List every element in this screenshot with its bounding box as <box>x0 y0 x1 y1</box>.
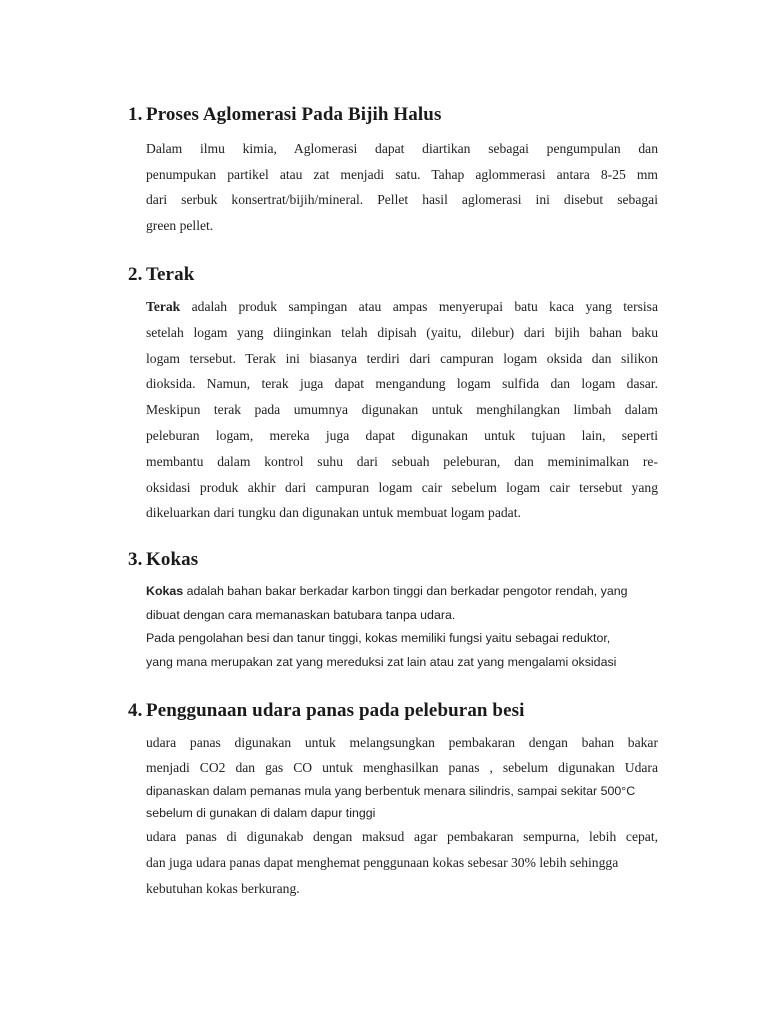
paragraph-text: adalah bahan bakar berkadar karbon tinggi dan berkadar pengotor rendah, yang <box>183 584 628 598</box>
paragraph-line: membantu dalam kontrol suhu dari sebuah peleburan, dan meminimalkan re- <box>146 453 658 469</box>
section-heading <box>128 700 525 722</box>
paragraph-line: dikeluarkan dari tungku dan digunakan untuk membuat logam padat. <box>146 505 521 521</box>
section-paragraph <box>146 580 658 674</box>
paragraph-line: dari serbuk konsertrat/bijih/mineral. Pellet hasil aglomerasi ini disebut sebagai <box>146 192 658 207</box>
section-heading <box>128 549 198 571</box>
paragraph-line: Meskipun terak pada umumnya digunakan untuk menghilangkan limbah dalam <box>146 402 658 418</box>
paragraph-line: peleburan logam, mereka juga dapat digunakan untuk tujuan lain, seperti <box>146 427 658 443</box>
paragraph-line: sebelum di gunakan di dalam dapur tinggi <box>146 806 376 820</box>
paragraph-line: Dalam ilmu kimia, Aglomerasi dapat diartikan sebagai pengumpulan dan <box>146 141 658 156</box>
paragraph-line: logam tersebut. Terak ini biasanya terdiri dari campuran logam oksida dan silikon <box>146 350 658 366</box>
term-bold: Terak <box>146 299 181 314</box>
paragraph-text: adalah produk sampingan atau ampas menyerupai batu kaca yang tersisa <box>180 299 658 314</box>
section-paragraph <box>146 136 658 238</box>
paragraph-line <box>146 294 658 320</box>
paragraph-line: dan juga udara panas dapat menghemat penggunaan kokas sebesar 30% lebih sehingga <box>146 855 619 870</box>
paragraph-line: Pada pengolahan besi dan tanur tinggi, kokas memiliki fungsi yaitu sebagai reduktor, <box>146 631 611 645</box>
paragraph-line: udara panas digunakan untuk melangsungkan pembakaran dengan bahan bakar <box>146 735 658 750</box>
section-title: Penggunaan udara panas pada peleburan besi <box>146 700 525 721</box>
paragraph-line <box>146 580 658 604</box>
paragraph-line: setelah logam yang diinginkan telah dipisah (yaitu, dilebur) dari bijih bahan baku <box>146 324 658 340</box>
paragraph-line: menjadi CO2 dan gas CO untuk menghasilkan panas , sebelum digunakan Udara <box>146 760 658 775</box>
paragraph-line: dibuat dengan cara memanaskan batubara tanpa udara. <box>146 607 456 622</box>
section-number: 1. <box>128 104 143 125</box>
paragraph-line: oksidasi produk akhir dari campuran logam cair sebelum logam cair tersebut yang <box>146 479 658 495</box>
paragraph-line: dipanaskan dalam pemanas mula yang berbentuk menara silindris, sampai sekitar 500°C <box>146 784 636 798</box>
term-bold: Kokas <box>146 584 184 598</box>
section-paragraph <box>146 294 658 526</box>
section-title: Kokas <box>146 549 199 570</box>
paragraph-line: green pellet. <box>146 217 214 233</box>
paragraph-line: yang mana merupakan zat yang mereduksi zat lain atau zat yang mengalami oksidasi <box>146 654 617 669</box>
paragraph-line: penumpukan partikel atau zat menjadi satu. Tahap aglommerasi antara 8-25 mm <box>146 166 658 182</box>
section-title: Terak <box>146 264 195 285</box>
section-heading <box>128 104 441 126</box>
section-heading <box>128 264 194 286</box>
section-number: 3. <box>128 549 143 570</box>
section-title: Proses Aglomerasi Pada Bijih Halus <box>146 104 442 125</box>
section-number: 4. <box>128 700 143 721</box>
paragraph-line: kebutuhan kokas berkurang. <box>146 881 300 896</box>
section-number: 2. <box>128 264 143 285</box>
paragraph-line: dioksida. Namun, terak juga dapat mengandung logam sulfida dan logam dasar. <box>146 376 658 392</box>
section-paragraph <box>146 730 658 902</box>
paragraph-line: udara panas di digunakab dengan maksud agar pembakaran sempurna, lebih cepat, <box>146 829 658 844</box>
